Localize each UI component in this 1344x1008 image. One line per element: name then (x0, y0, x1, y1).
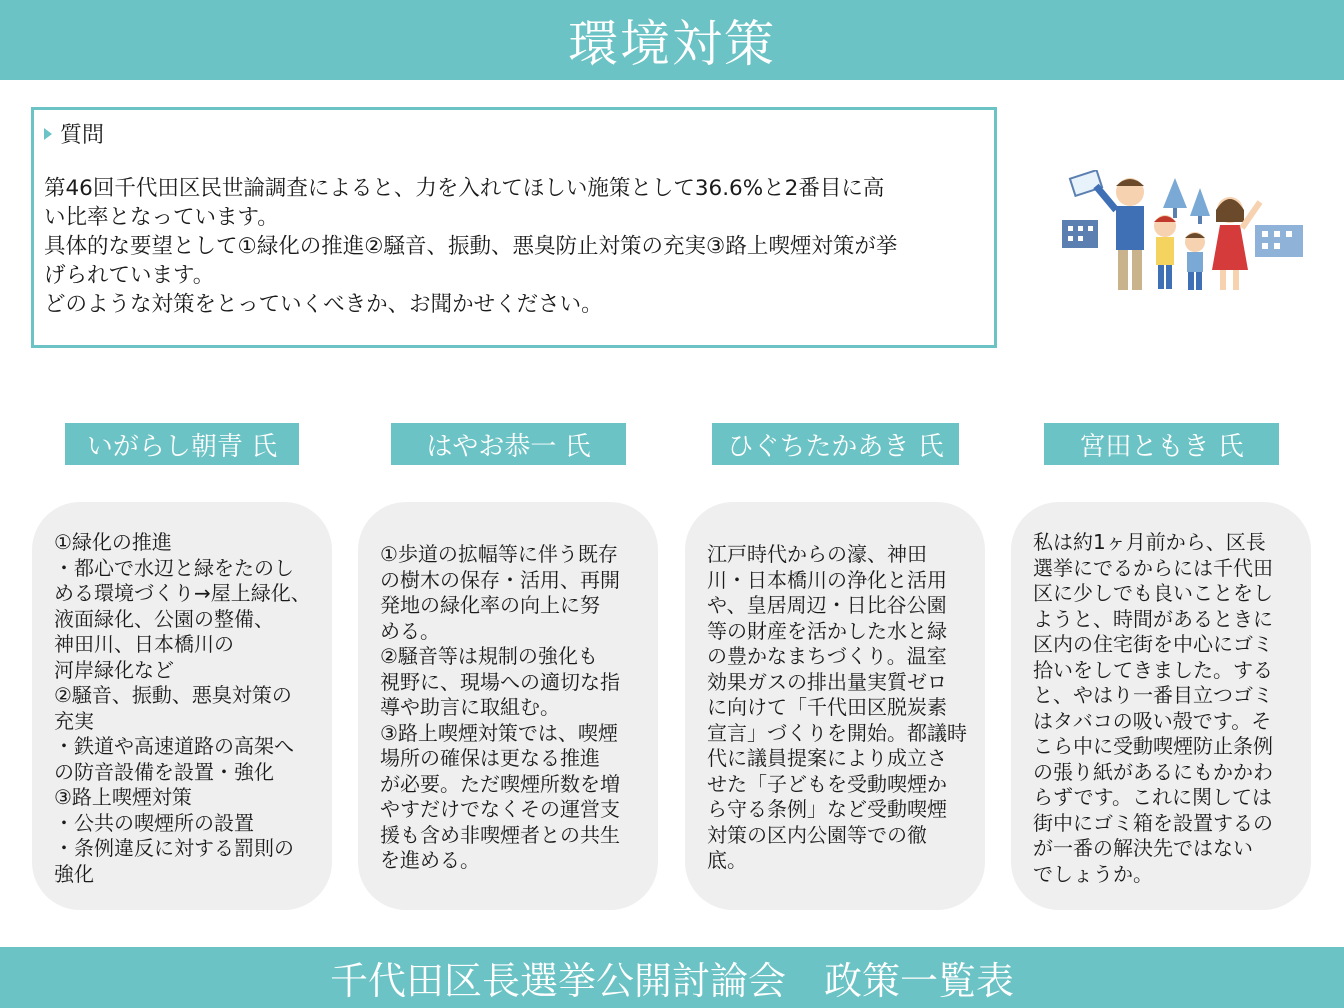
question-box (31, 107, 997, 348)
candidate-name-higuchi: ひぐちたかあき 氏 (712, 423, 959, 465)
answer-card-higuchi (685, 502, 985, 910)
answer-text: ①緑化の推進 ・都心で水辺と緑をたのし める環境づくり→屋上緑化、 液面緑化、公園の整備、 神田川、日本橋川の 河岸緑化など ②騒音、振動、悪臭対策の 充実 ・鉄道や高速道路の高架へ の防音設備を設置・強化 ③路上喫煙対策 ・公共の喫煙所の設置 ・条例違反に対する罰則の 強化 (54, 530, 311, 886)
answer-text: 私は約1ヶ月前から、区長 選挙にでるからには千代田 区に少しでも良いことをし ようと、時間があるときに 区内の住宅街を中心にゴミ 拾いをしてきました。する と、やはり一番目立つゴミ はタバコの吸い殻です。そ こら中に受動喫煙防止条例 の張り紙があるにもかかわ らずです。これに関しては 街中にゴミ箱を設置するの が一番の解決先ではない でしょうか。 (1033, 530, 1273, 886)
candidate-name-miyata: 宮田ともき 氏 (1044, 423, 1279, 465)
page-title: 環境対策 (0, 0, 1344, 80)
question-label (44, 118, 104, 149)
answer-card-miyata (1011, 502, 1311, 910)
family-city-illustration (1060, 170, 1310, 300)
triangle-bullet-icon (44, 128, 52, 140)
answer-text: ①歩道の拡幅等に伴う既存 の樹木の保存・活用、再開 発地の緑化率の向上に努 める。 ②騒音等は規制の強化も 視野に、現場への適切な指 導や助言に取組む。 ③路上喫煙対策では、喫煙 場所の確保は更なる推進 が必要。ただ喫煙所数を増 やすだけでなくその運営支 援も含め非喫煙者との共生 を進める。 (380, 542, 620, 872)
answer-card-hayao (358, 502, 658, 910)
question-label-text: 質問 (60, 123, 105, 148)
candidate-name-hayao: はやお恭一 氏 (391, 423, 626, 465)
candidate-name-igarashi: いがらし朝青 氏 (65, 423, 299, 465)
question-text: 第46回千代田区民世論調査によると、力を入れてほしい施策として36.6%と2番目に高 い比率となっています。 具体的な要望として①緑化の推進②騒音、振動、悪臭防止対策の充実③路上喫煙対策が挙 げられています。 どのような対策をとっていくべきか、お聞かせください。 (44, 176, 898, 317)
answer-card-igarashi (32, 502, 332, 910)
footer-title: 千代田区長選挙公開討論会 政策一覧表 (0, 947, 1344, 1008)
answer-text: 江戸時代からの濠、神田 川・日本橋川の浄化と活用 や、皇居周辺・日比谷公園 等の財産を活かした水と緑 の豊かなまちづくり。温室 効果ガスの排出量実質ゼロ に向けて「千代田区脱炭素 宣言」づくりを開始。都議時 代に議員提案により成立さ せた「子どもを受動喫煙か ら守る条例」など受動喫煙 対策の区内公園等での徹 底。 (707, 542, 967, 872)
